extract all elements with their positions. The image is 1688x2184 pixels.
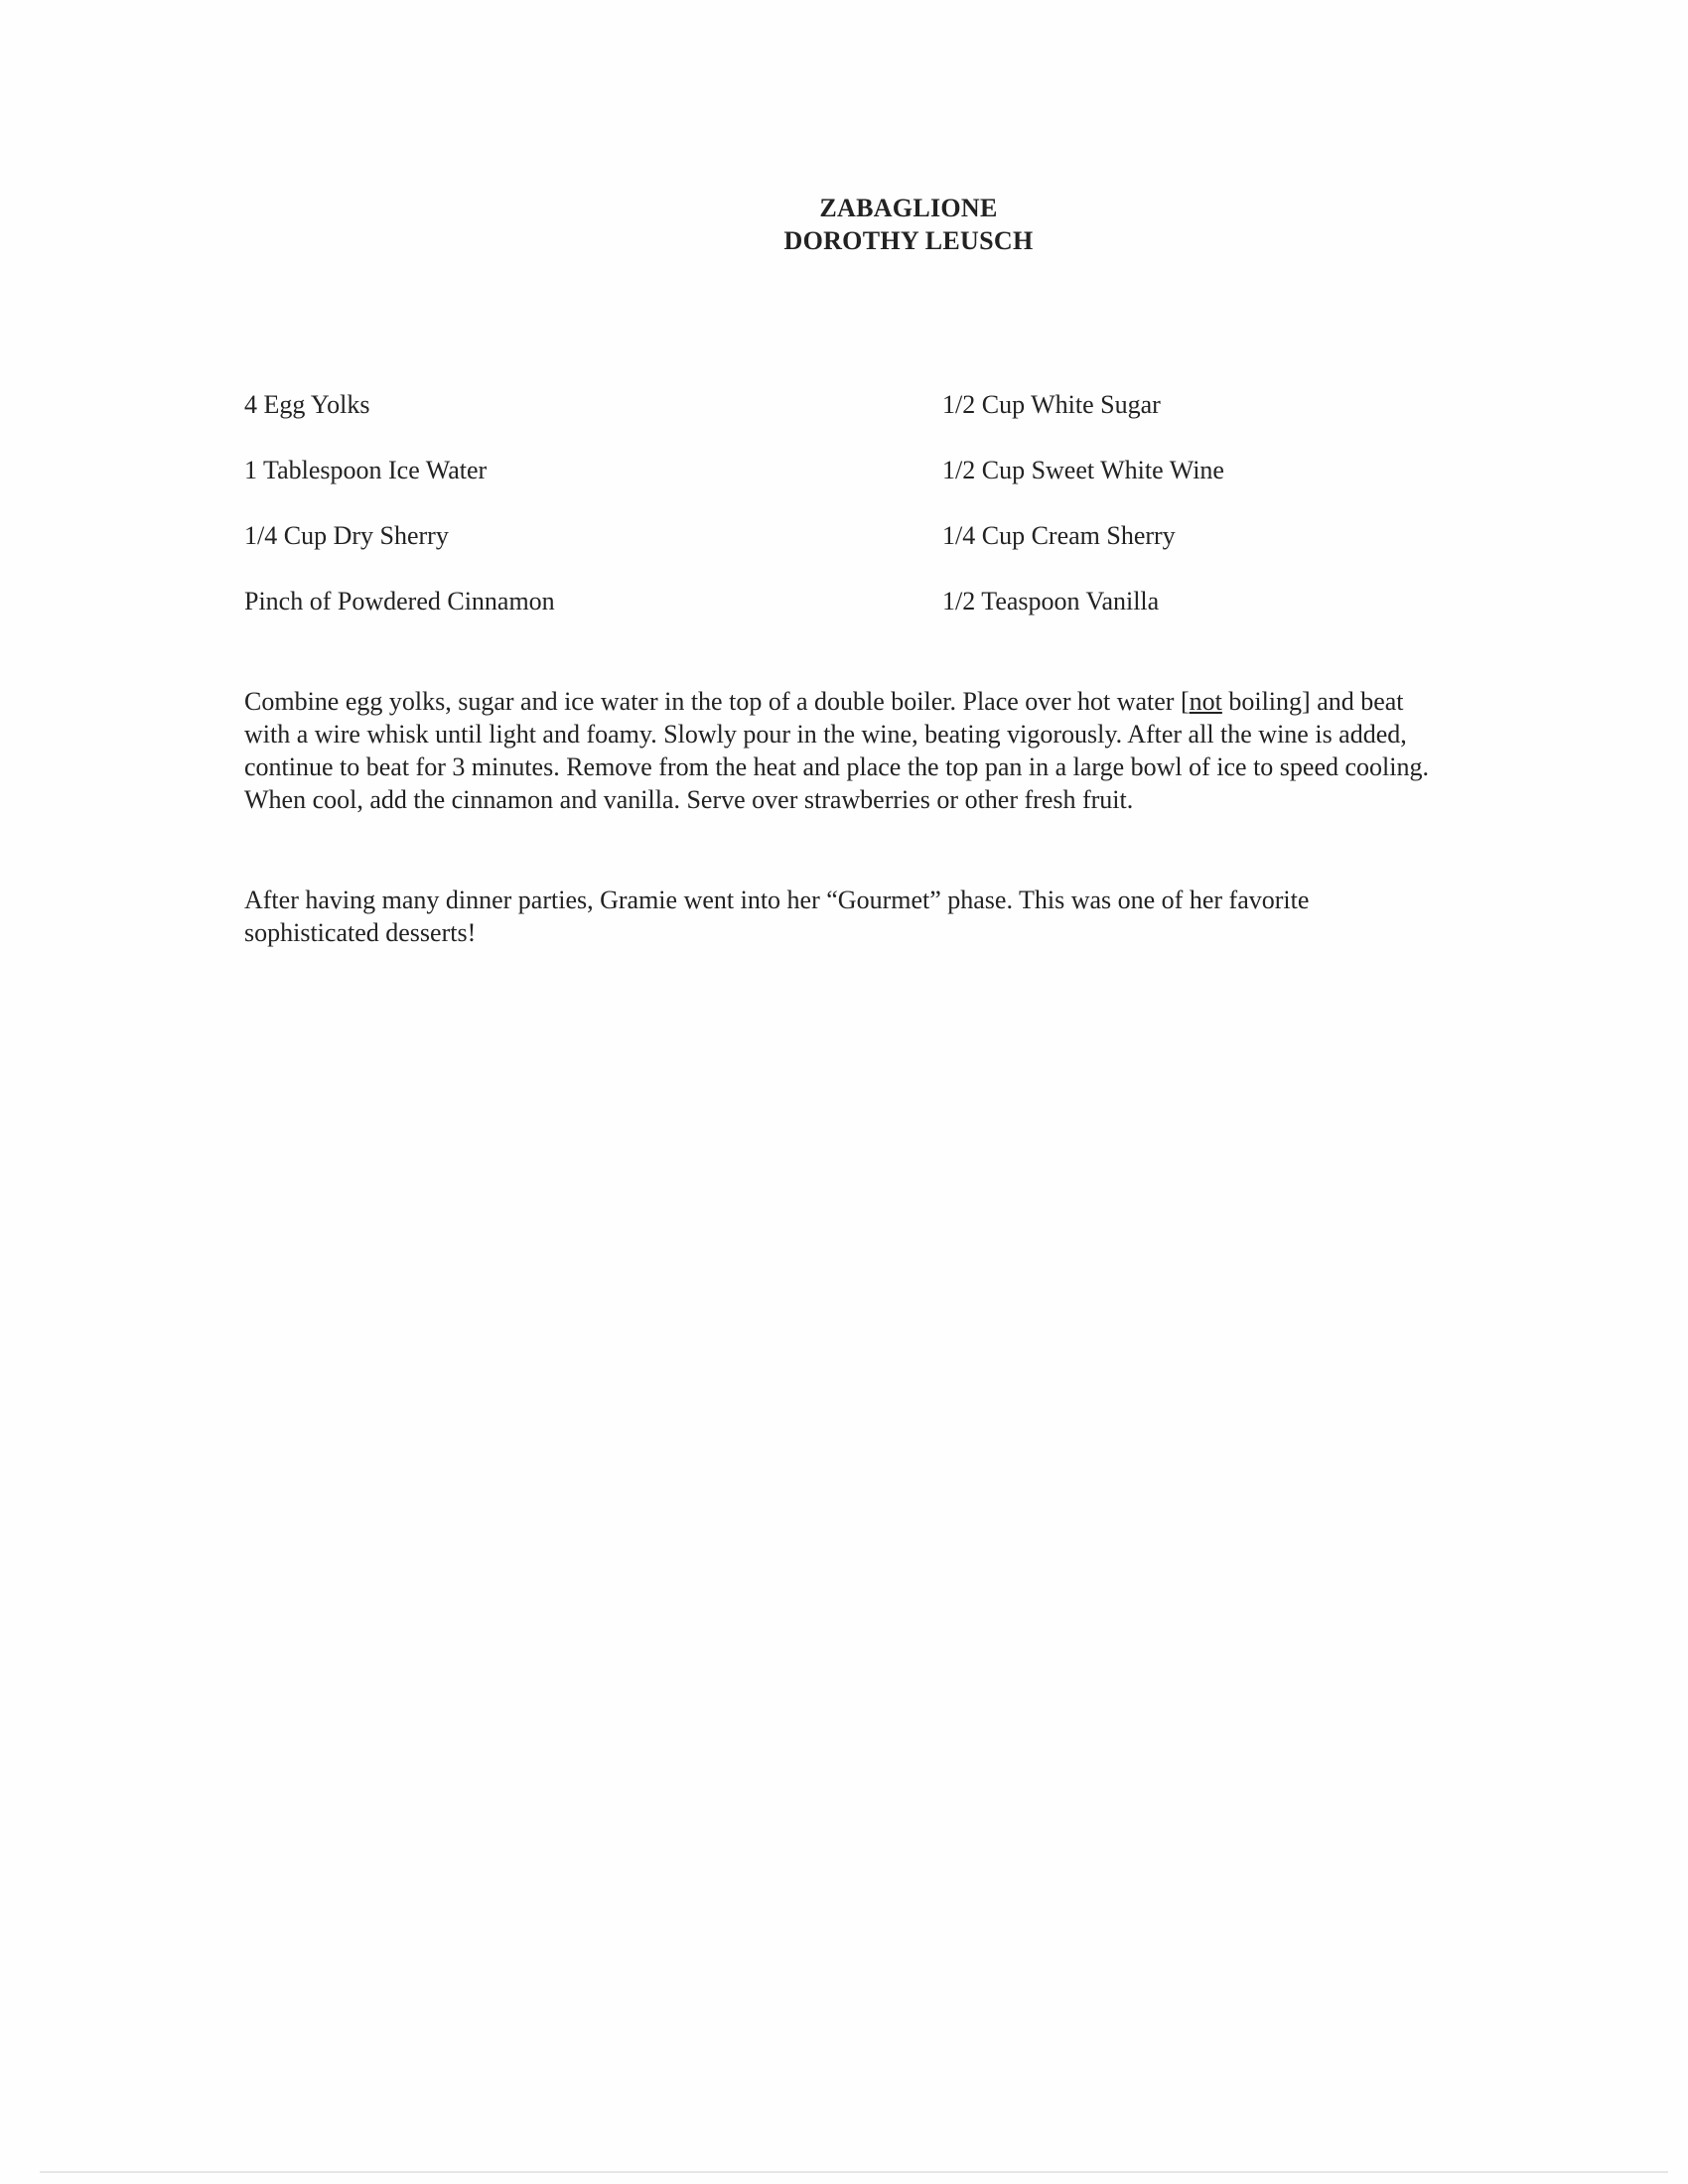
ingredient-item: Pinch of Powdered Cinnamon	[244, 587, 555, 615]
ingredient-list	[244, 389, 1436, 651]
ingredient-row	[244, 389, 1436, 455]
ingredient-item: 1 Tablespoon Ice Water	[244, 456, 488, 484]
ingredient-item: 1/2 Cup Sweet White Wine	[942, 456, 1224, 484]
instructions-emphasis: not	[1189, 687, 1222, 716]
ingredient-row	[244, 586, 1436, 651]
ingredient-item: 1/4 Cup Cream Sherry	[942, 521, 1176, 550]
recipe-title: ZABAGLIONE	[819, 194, 998, 222]
ingredient-row	[244, 455, 1436, 520]
scan-edge-line	[40, 2171, 1668, 2173]
instructions-paragraph	[244, 685, 1436, 816]
title-block	[0, 192, 1688, 257]
instructions-text: boiling] and beat with a wire whisk until light and foamy. Slowly pour in the wine, beating vigorously. After all the wine is added, continue to beat for 3 minutes. Remove from the heat and place the top pan in a large bowl of ice to speed cooling. When cool, add the cinnamon and vanilla. Serve over strawberries or other fresh fruit.	[244, 687, 1429, 814]
ingredient-item: 1/4 Cup Dry Sherry	[244, 521, 449, 550]
ingredient-row	[244, 520, 1436, 586]
recipe-note: After having many dinner parties, Gramie went into her “Gourmet” phase. This was one of her favorite sophisticated desserts!	[244, 886, 1310, 947]
ingredient-item: 1/2 Cup White Sugar	[942, 390, 1161, 419]
ingredient-item: 4 Egg Yolks	[244, 390, 370, 419]
recipe-author: DOROTHY LEUSCH	[783, 226, 1034, 255]
ingredient-item: 1/2 Teaspoon Vanilla	[942, 587, 1160, 615]
instructions-text: Combine egg yolks, sugar and ice water in the top of a double boiler. Place over hot water [	[244, 687, 1190, 716]
